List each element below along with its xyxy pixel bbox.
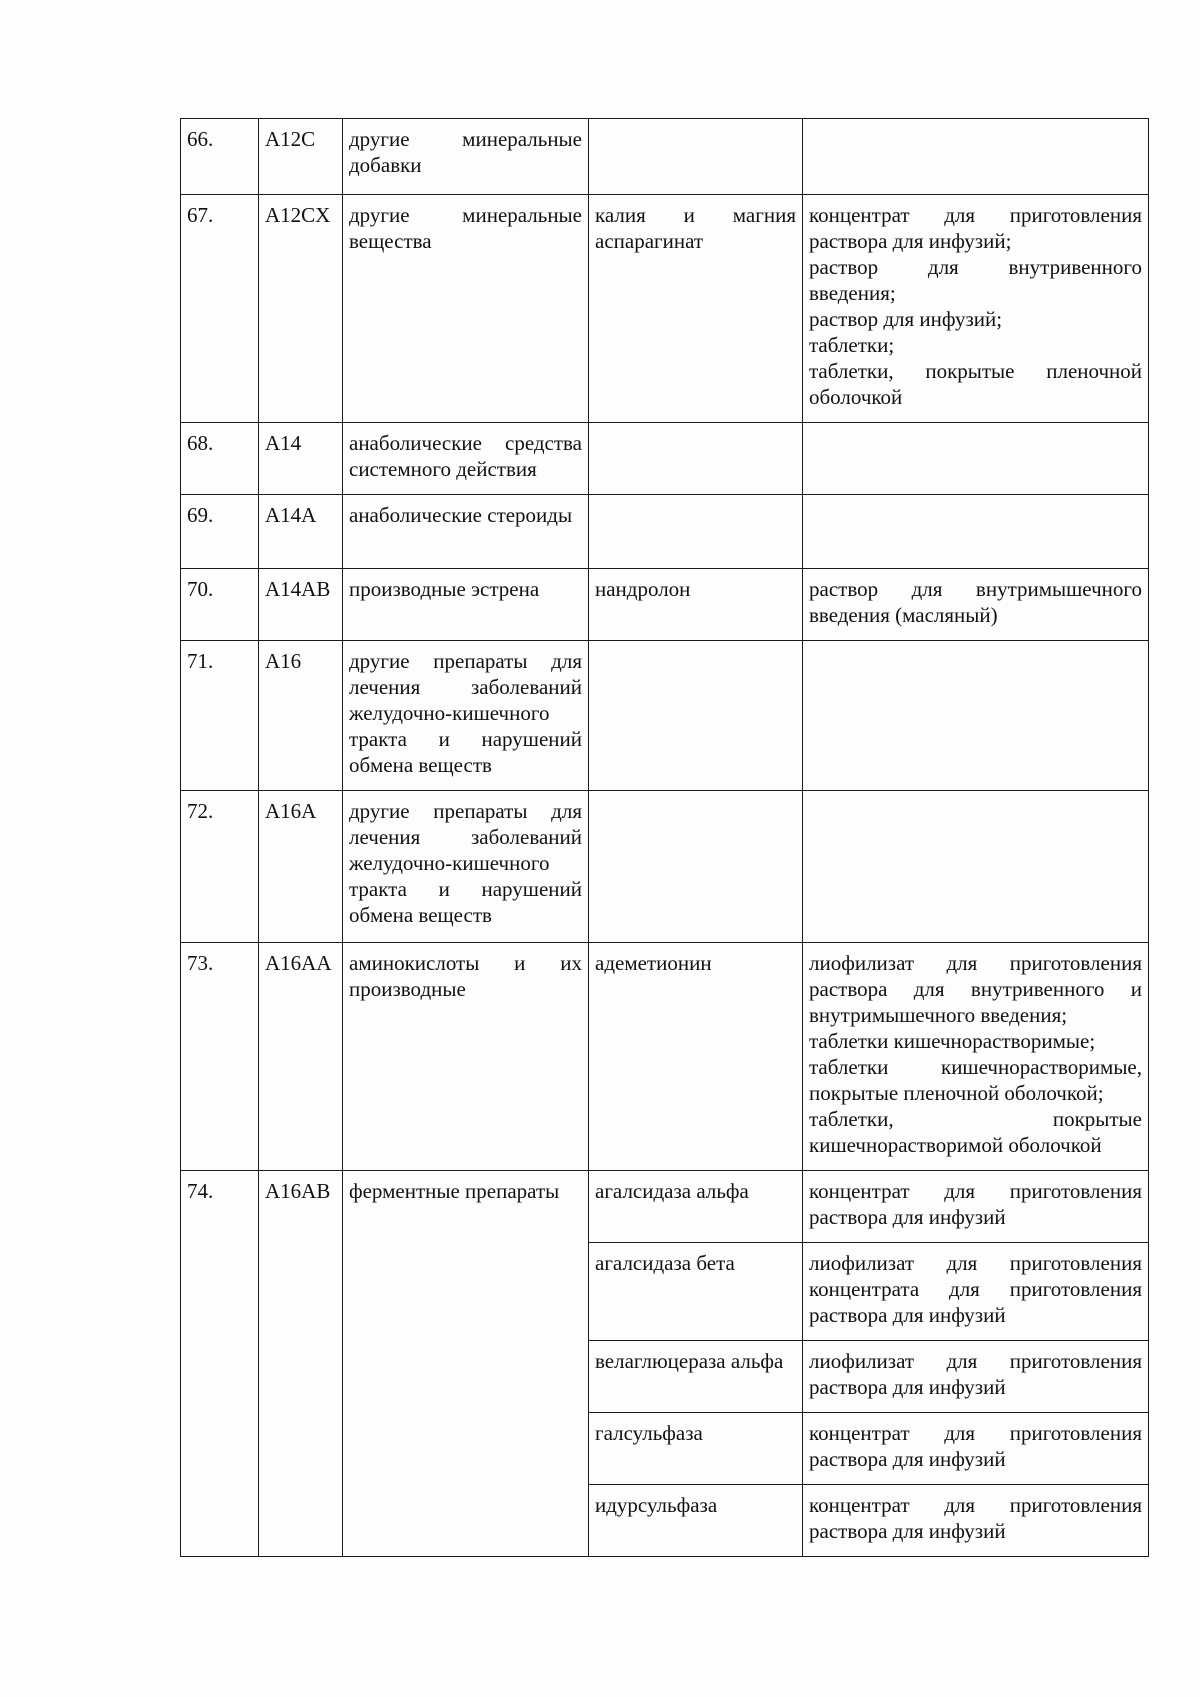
dosage-forms <box>803 641 1149 791</box>
group-name: производные эстрена <box>343 569 589 641</box>
row-number: 71. <box>181 641 259 791</box>
group-name: ферментные препараты <box>343 1171 589 1557</box>
row-number: 68. <box>181 423 259 495</box>
group-name: другие препараты для лечения заболеваний желудочно-кишечного тракта и нарушений обмена веществ <box>343 791 589 943</box>
drug-name: идурсульфаза <box>589 1485 803 1557</box>
dosage-form: таблетки кишечнорастворимые, покрытые пленочной оболочкой; <box>809 1055 1142 1105</box>
table-row <box>181 641 1149 791</box>
drug-name <box>589 119 803 195</box>
group-name: анаболические стероиды <box>343 495 589 569</box>
atc-code: A12CX <box>259 195 343 423</box>
table-row <box>181 943 1149 1171</box>
dosage-forms: лиофилизат для приготовления раствора для инфузий <box>803 1341 1149 1413</box>
drug-name: галсульфаза <box>589 1413 803 1485</box>
atc-code: A14 <box>259 423 343 495</box>
row-number: 74. <box>181 1171 259 1557</box>
dosage-form: таблетки; <box>809 333 895 357</box>
group-name: другие минеральные добавки <box>343 119 589 195</box>
drug-name: агалсидаза альфа <box>589 1171 803 1243</box>
drug-name <box>589 791 803 943</box>
atc-code: A16AA <box>259 943 343 1171</box>
row-number: 67. <box>181 195 259 423</box>
table-row <box>181 791 1149 943</box>
dosage-form: таблетки, покрытые пленочной оболочкой <box>809 359 1142 409</box>
table-row <box>181 195 1149 423</box>
dosage-form: лиофилизат для приготовления раствора для внутривенного и внутримышечного введения; <box>809 951 1142 1027</box>
drug-name: нандролон <box>589 569 803 641</box>
drug-name: велаглюцераза альфа <box>589 1341 803 1413</box>
row-number: 66. <box>181 119 259 195</box>
dosage-forms <box>803 495 1149 569</box>
dosage-forms <box>803 423 1149 495</box>
table-row <box>181 495 1149 569</box>
drug-table <box>180 118 1149 1557</box>
group-name: другие минеральные вещества <box>343 195 589 423</box>
atc-code: A16A <box>259 791 343 943</box>
dosage-form: таблетки, покрытые кишечнорастворимой оболочкой <box>809 1107 1142 1157</box>
group-name: другие препараты для лечения заболеваний желудочно-кишечного тракта и нарушений обмена веществ <box>343 641 589 791</box>
atc-code: A14AB <box>259 569 343 641</box>
dosage-forms <box>803 943 1149 1171</box>
atc-code: A16AB <box>259 1171 343 1557</box>
drug-name: агалсидаза бета <box>589 1243 803 1341</box>
atc-code: A14A <box>259 495 343 569</box>
row-number: 73. <box>181 943 259 1171</box>
dosage-forms <box>803 119 1149 195</box>
group-name: анаболические средства системного действия <box>343 423 589 495</box>
drug-name <box>589 641 803 791</box>
dosage-form: раствор для инфузий; <box>809 307 1003 331</box>
drug-name <box>589 495 803 569</box>
dosage-forms: концентрат для приготовления раствора для инфузий <box>803 1485 1149 1557</box>
dosage-forms: концентрат для приготовления раствора для инфузий <box>803 1171 1149 1243</box>
table-row <box>181 569 1149 641</box>
drug-name: калия и магния аспарагинат <box>589 195 803 423</box>
row-number: 70. <box>181 569 259 641</box>
drug-name <box>589 423 803 495</box>
dosage-form: раствор для внутримышечного введения (масляный) <box>809 577 1142 627</box>
drug-name: адеметионин <box>589 943 803 1171</box>
group-name: аминокислоты и их производные <box>343 943 589 1171</box>
dosage-forms <box>803 791 1149 943</box>
atc-code: A12C <box>259 119 343 195</box>
dosage-forms: концентрат для приготовления раствора для инфузий <box>803 1413 1149 1485</box>
dosage-form: таблетки кишечнорастворимые; <box>809 1029 1096 1053</box>
row-number: 69. <box>181 495 259 569</box>
table-row <box>181 119 1149 195</box>
dosage-forms <box>803 195 1149 423</box>
dosage-form: раствор для внутривенного введения; <box>809 255 1142 305</box>
table-row <box>181 423 1149 495</box>
atc-code: A16 <box>259 641 343 791</box>
dosage-forms: лиофилизат для приготовления концентрата для приготовления раствора для инфузий <box>803 1243 1149 1341</box>
dosage-form: концентрат для приготовления раствора для инфузий; <box>809 203 1142 253</box>
table-row <box>181 1171 1149 1243</box>
dosage-forms <box>803 569 1149 641</box>
row-number: 72. <box>181 791 259 943</box>
